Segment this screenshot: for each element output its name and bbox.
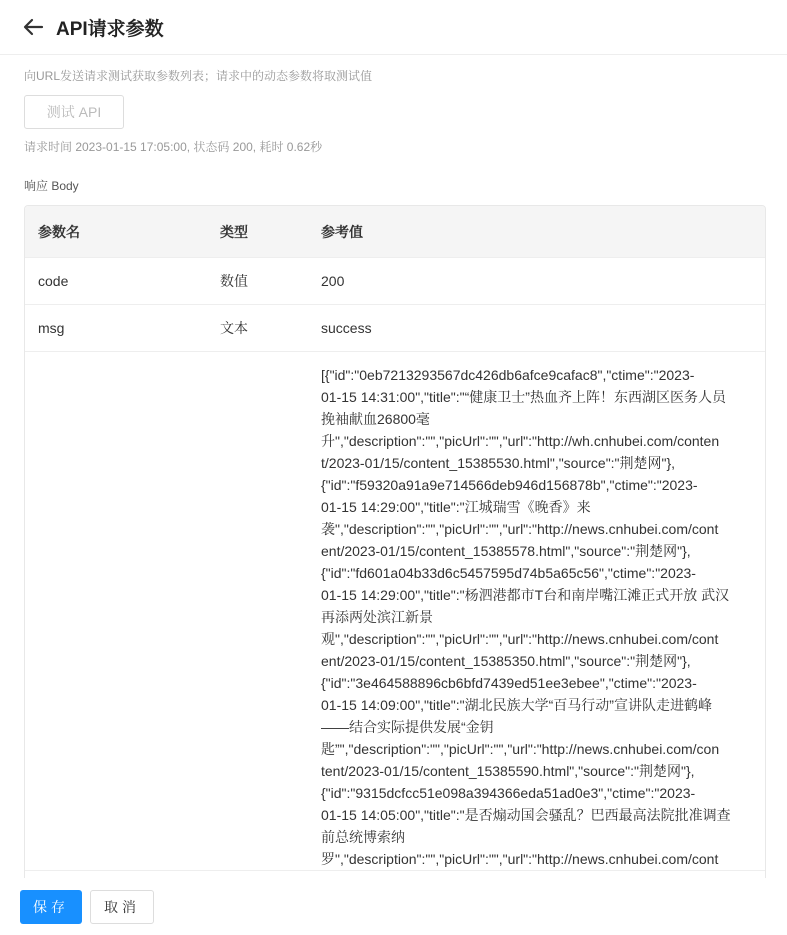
value-line: 01-15 14:05:00","title":"是否煽动国会骚乱？巴西最高法院批准调查 (321, 807, 731, 823)
header-param-name: 参数名 (38, 223, 80, 240)
value-line: 01-15 14:29:00","title":"江城瑞雪《晚香》来 (321, 499, 591, 515)
header-type: 类型 (220, 223, 248, 240)
value-line: ent/2023-01/15/content_15385578.html","source":"荆楚网"}, (321, 543, 691, 559)
value-line: 袭","description":"","picUrl":"","url":"http://news.cnhubei.com/cont (321, 521, 719, 537)
table-header (25, 206, 765, 258)
value-line: tent/2023-01/15/content_15385590.html","source":"荆楚网"}, (321, 763, 695, 779)
save-button[interactable]: 保存 (20, 890, 82, 924)
request-info: 请求时间 2023-01-15 17:05:00, 状态码 200, 耗时 0.62秒 (24, 140, 323, 154)
value-line: t/2023-01/15/content_15385530.html","source":"荆楚网"}, (321, 455, 676, 471)
value-line: ent/2023-01/15/content_15385350.html","source":"荆楚网"}, (321, 653, 691, 669)
value-line: 匙”","description":"","picUrl":"","url":"http://news.cnhubei.com/con (321, 741, 720, 757)
param-value (321, 364, 765, 870)
value-line: {"id":"fd601a04b33d6c5457595d74b5a65c56","ctime":"2023- (321, 565, 696, 581)
param-value: 200 (321, 273, 345, 289)
test-api-button[interactable]: 测试 API (24, 95, 124, 129)
header-reference-value: 参考值 (321, 223, 363, 240)
param-value: success (321, 320, 372, 336)
back-arrow-icon[interactable] (22, 16, 44, 38)
value-line: 前总统博索纳 (321, 829, 405, 845)
value-line: 罗","description":"","picUrl":"","url":"http://news.cnhubei.com/cont (321, 851, 719, 867)
value-line: {"id":"9315dcfcc51e098a394366eda51ad0e3","ctime":"2023- (321, 785, 696, 801)
footer (0, 878, 787, 935)
value-line: {"id":"3e464588896cb6bfd7439ed51ee3ebee","ctime":"2023- (321, 675, 697, 691)
value-line: ——结合实际提供发展“金钥 (321, 719, 494, 735)
param-type: 数值 (220, 273, 248, 289)
value-line: [{"id":"0eb7213293567dc426db6afce9cafac8","ctime":"2023- (321, 367, 695, 383)
value-line: 01-15 14:31:00","title":"“健康卫士”热血齐上阵！东西湖区医务人员 (321, 389, 726, 405)
value-line: 01-15 14:09:00","title":"湖北民族大学“百马行动”宣讲队走进鹤峰 (321, 697, 712, 713)
value-line: 挽袖献血26800毫 (321, 411, 430, 427)
table-row (25, 258, 765, 305)
page-header (0, 0, 787, 55)
cancel-button[interactable]: 取消 (90, 890, 154, 924)
page-title: API请求参数 (56, 18, 164, 40)
value-line: 升","description":"","picUrl":"","url":"http://wh.cnhubei.com/conten (321, 433, 720, 449)
param-type: 文本 (220, 320, 248, 336)
table-row (25, 352, 765, 871)
description-text: 向URL发送请求测试获取参数列表；请求中的动态参数将取测试值 (24, 69, 373, 83)
param-name: code (38, 273, 69, 289)
params-table (24, 205, 766, 925)
value-line: 观","description":"","picUrl":"","url":"http://news.cnhubei.com/cont (321, 631, 719, 647)
table-row (25, 305, 765, 352)
response-body-label: 响应 Body (24, 179, 79, 193)
value-line: 01-15 14:29:00","title":"杨泗港都市T台和南岸嘴江滩正式开放 武汉 (321, 587, 730, 603)
value-line: 再添两处滨江新景 (321, 609, 433, 625)
value-line: {"id":"f59320a91a9e714566deb946d156878b","ctime":"2023- (321, 477, 698, 493)
param-name: msg (38, 320, 65, 336)
